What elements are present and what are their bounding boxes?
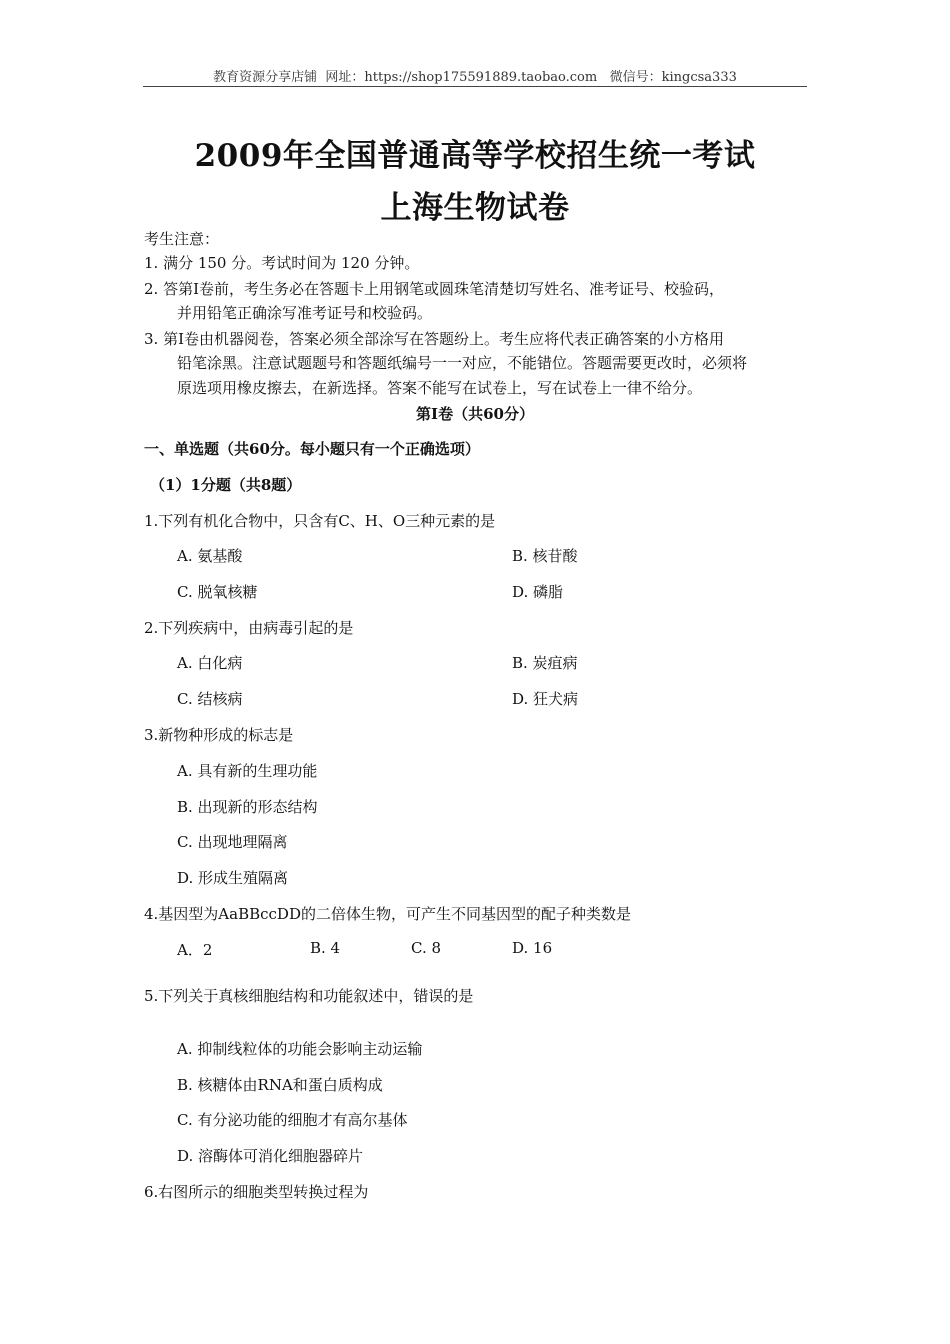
notice-item-3-line-3: 原选项用橡皮擦去，在新选择。答案不能写在试卷上，写在试卷上一律不给分。 <box>177 379 703 397</box>
exam-title: 2009年全国普通高等学校招生统一考试 <box>194 138 756 174</box>
question-2-option-d: D. 狂犬病 <box>512 690 579 708</box>
question-3-option-b: B. 出现新的形态结构 <box>177 798 318 816</box>
header-divider <box>143 86 807 87</box>
page-header <box>0 66 950 85</box>
part-1-title: 第Ⅰ卷（共60分） <box>416 405 534 423</box>
question-1-option-b: B. 核苷酸 <box>512 547 578 565</box>
notice-item-1: 1. 满分 150 分。考试时间为 120 分钟。 <box>144 254 420 272</box>
question-3-option-a: A. 具有新的生理功能 <box>177 762 318 780</box>
header-wechat-label: 微信号： <box>609 70 662 85</box>
question-3-option-c: C. 出现地理隔离 <box>177 833 288 851</box>
header-url-label: 网址： <box>325 70 365 85</box>
question-2-option-b: B. 炭疽病 <box>512 654 578 672</box>
question-5-option-d: D. 溶酶体可消化细胞器碎片 <box>177 1147 364 1165</box>
question-1-option-d: D. 磷脂 <box>512 583 564 601</box>
notice-item-2-line-1: 2. 答第Ⅰ卷前，考生务必在答题卡上用钢笔或圆珠笔清楚切写姓名、准考证号、校验码， <box>144 280 725 298</box>
question-3-option-d: D. 形成生殖隔离 <box>177 869 289 887</box>
question-2-option-c: C. 结核病 <box>177 690 243 708</box>
section-1-heading: 一、单选题（共60分。每小题只有一个正确选项） <box>144 440 480 458</box>
notice-item-2-line-2: 并用铅笔正确涂写准考证号和校验码。 <box>177 304 433 322</box>
exam-subtitle: 上海生物试卷 <box>380 190 570 226</box>
question-3-stem: 3.新物种形成的标志是 <box>144 726 294 744</box>
question-4-stem: 4.基因型为AaBBccDD的二倍体生物，可产生不同基因型的配子种类数是 <box>144 905 631 923</box>
question-5-option-a: A. 抑制线粒体的功能会影响主动运输 <box>177 1040 423 1058</box>
question-1-stem: 1.下列有机化合物中，只含有C、H、O三种元素的是 <box>144 512 496 530</box>
notice-item-3-line-2: 铅笔涂黑。注意试题题号和答题纸编号一一对应，不能错位。答题需要更改时，必须将 <box>177 354 748 372</box>
header-wechat: kingcsa333 <box>661 70 737 85</box>
notice-item-3-line-1: 3. 第Ⅰ卷由机器阅卷，答案必须全部涂写在答题纷上。考生应将代表正确答案的小方格用 <box>144 330 725 348</box>
question-4-option-c: C. 8 <box>411 939 442 957</box>
question-4-option-b: B. 4 <box>310 939 341 957</box>
question-2-option-a: A. 白化病 <box>177 654 243 672</box>
question-1-option-c: C. 脱氧核糖 <box>177 583 258 601</box>
question-4-option-d: D. 16 <box>512 939 553 957</box>
question-5-option-c: C. 有分泌功能的细胞才有高尔基体 <box>177 1111 408 1129</box>
header-url[interactable]: https://shop175591889.taobao.com <box>364 70 598 85</box>
subsection-1-heading: （1）1分题（共8题） <box>150 476 302 494</box>
question-5-stem: 5.下列关于真核细胞结构和功能叙述中，错误的是 <box>144 987 474 1005</box>
question-2-stem: 2.下列疾病中，由病毒引起的是 <box>144 619 354 637</box>
header-shop-name: 教育资源分享店铺 <box>213 70 318 85</box>
notice-heading: 考生注意： <box>144 230 220 248</box>
question-1-option-a: A. 氨基酸 <box>177 547 243 565</box>
question-5-option-b: B. 核糖体由RNA和蛋白质构成 <box>177 1076 383 1094</box>
question-4-option-a: A．2 <box>177 941 213 959</box>
question-6-stem: 6.右图所示的细胞类型转换过程为 <box>144 1183 369 1201</box>
